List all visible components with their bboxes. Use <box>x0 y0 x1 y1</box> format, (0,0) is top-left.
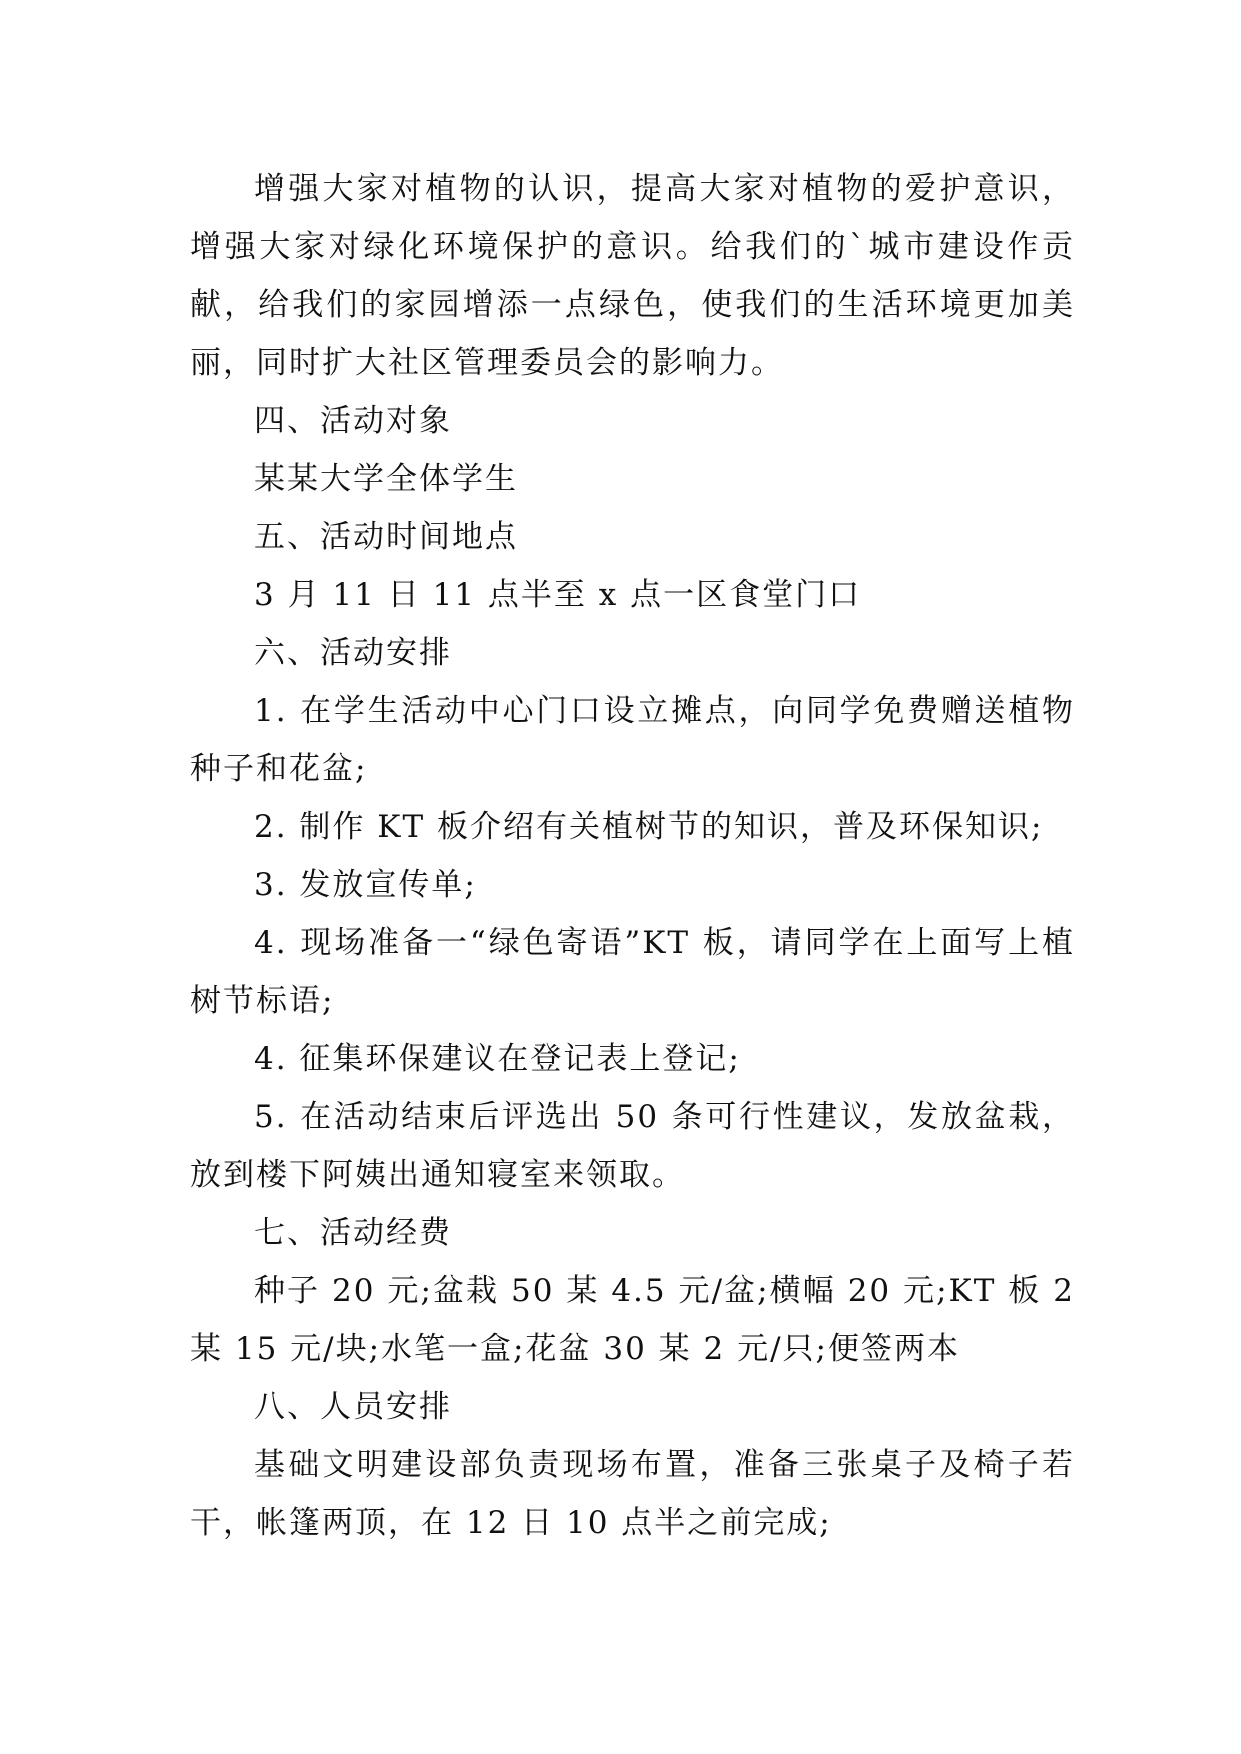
arrangement-item: 2. 制作 KT 板介绍有关植树节的知识，普及环保知识; <box>254 809 1044 845</box>
section-heading-target-audience: 四、活动对象 <box>254 403 452 439</box>
arrangement-item: 4. 现场准备一“绿色寄语”KT 板，请同学在上面写上植树节标语; <box>190 925 1075 1019</box>
document-body <box>190 160 1075 1552</box>
section-heading-staffing: 八、人员安排 <box>254 1389 452 1425</box>
time-location-text: 3 月 11 日 11 点半至 x 点一区食堂门口 <box>254 577 862 613</box>
arrangement-item: 5. 在活动结束后评选出 50 条可行性建议，发放盆栽，放到楼下阿姨出通知寝室来领取。 <box>190 1099 1075 1193</box>
section-heading-time-location: 五、活动时间地点 <box>254 519 518 555</box>
target-audience-text: 某某大学全体学生 <box>254 461 518 497</box>
arrangement-item: 4. 征集环保建议在登记表上登记; <box>254 1041 741 1077</box>
staffing-text: 基础文明建设部负责现场布置，准备三张桌子及椅子若干，帐篷两顶，在 12 日 10 点半之前完成; <box>190 1447 1075 1541</box>
section-heading-arrangement: 六、活动安排 <box>254 635 452 671</box>
intro-paragraph: 增强大家对植物的认识，提高大家对植物的爱护意识，增强大家对绿化环境保护的意识。给我们的`城市建设作贡献，给我们的家园增添一点绿色，使我们的生活环境更加美丽，同时扩大社区管理委员会的影响力。 <box>190 171 1075 381</box>
section-heading-budget: 七、活动经费 <box>254 1215 452 1251</box>
budget-text: 种子 20 元;盆栽 50 某 4.5 元/盆;横幅 20 元;KT 板 2 某 15 元/块;水笔一盒;花盆 30 某 2 元/只;便签两本 <box>190 1273 1075 1367</box>
arrangement-item: 3. 发放宣传单; <box>254 867 477 903</box>
arrangement-item: 1. 在学生活动中心门口设立摊点，向同学免费赠送植物种子和花盆; <box>190 693 1075 787</box>
